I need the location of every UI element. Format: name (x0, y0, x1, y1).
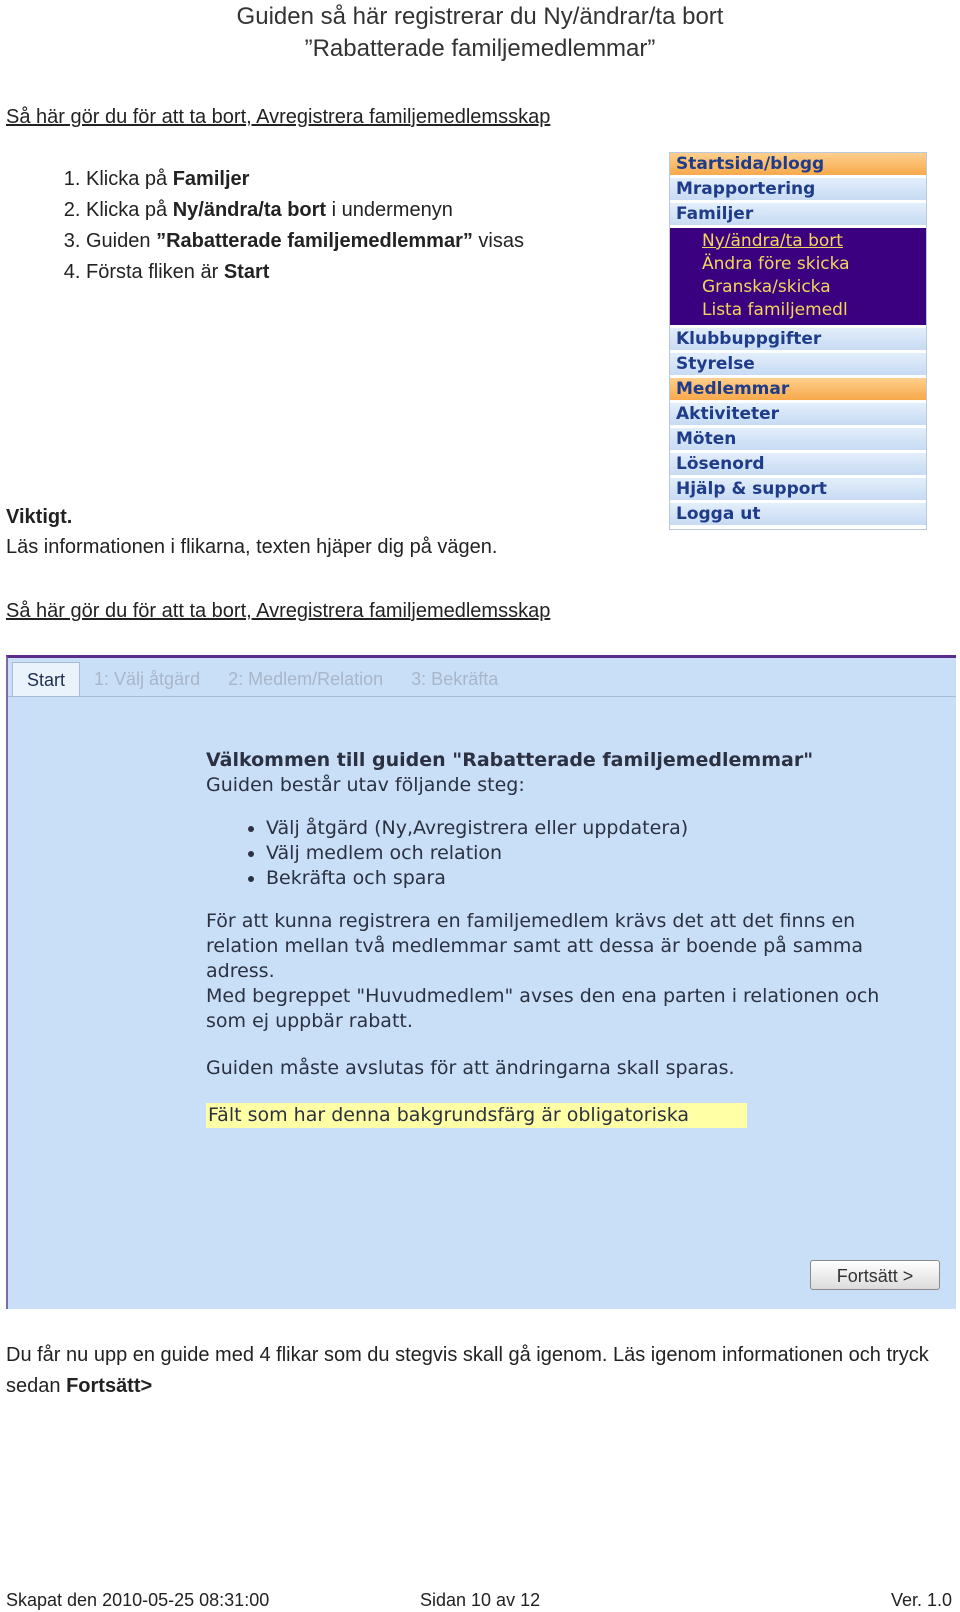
tab-bekrafta[interactable]: 3: Bekräfta (411, 669, 499, 689)
wizard-step: • Välj medlem och relation (266, 841, 906, 866)
continue-button[interactable]: Fortsätt > (810, 1260, 940, 1290)
wizard-paragraph-1: För att kunna registrera en familjemedlem krävs det att det finns en relation mellan två medlemmar samt att dessa är boende på samma adress. Med begreppet "Huvudmedlem" avses den ena parten i relationen och som ej uppbär rabatt. (206, 910, 880, 1032)
instruction-paragraph: Du får nu upp en guide med 4 flikar som du stegvis skall gå igenom. Läs igenom informationen och tryck sedan Fortsätt> (6, 1344, 929, 1397)
wizard-content (206, 748, 906, 1128)
step-item: 2. Klicka på Ny/ändra/ta bort i undermenyn (86, 195, 524, 226)
menu-item-logga-ut[interactable]: Logga ut (670, 503, 926, 525)
footer-created: Skapat den 2010-05-25 08:31:00 (6, 1590, 270, 1610)
footer-page-number: Sidan 10 av 12 (420, 1590, 541, 1610)
step-item: 3. Guiden ”Rabatterade familjemedlemmar” visas (86, 226, 524, 257)
info-text: Läs informationen i flikarna, texten hjäper dig på vägen. (6, 536, 498, 558)
menu-item-aktiviteter[interactable]: Aktiviteter (670, 403, 926, 425)
menu-item-moten[interactable]: Möten (670, 428, 926, 450)
menu-item-startsida[interactable]: Startsida/blogg (670, 153, 926, 175)
menu-item-medlemmar[interactable]: Medlemmar (670, 378, 926, 400)
document-title-line2: ”Rabatterade familjemedlemmar” (304, 35, 656, 62)
menu-item-klubbuppgifter[interactable]: Klubbuppgifter (670, 328, 926, 350)
submenu-item-andra-fore[interactable]: Ändra före skicka (702, 254, 850, 274)
submenu-item-lista[interactable]: Lista familjemedl (702, 300, 848, 320)
step-item: 4. Första fliken är Start (86, 257, 524, 288)
wizard-tabs (12, 662, 512, 696)
submenu-item-granska[interactable]: Granska/skicka (702, 277, 831, 297)
tab-valj-atgard[interactable]: 1: Välj åtgärd (94, 669, 201, 689)
section-heading-2: Så här gör du för att ta bort, Avregistrera familjemedlemsskap (6, 600, 551, 622)
wizard-paragraph-2: Guiden måste avslutas för att ändringarna skall sparas. (206, 1057, 735, 1079)
menu-item-mrapportering[interactable]: Mrapportering (670, 178, 926, 200)
menu-item-hjalp[interactable]: Hjälp & support (670, 478, 926, 500)
step-item: 1. Klicka på Familjer (86, 164, 524, 195)
wizard-panel (6, 655, 956, 1309)
wizard-step: • Bekräfta och spara (266, 866, 906, 891)
wizard-subtitle: Guiden består utav följande steg: (206, 774, 525, 796)
section-heading-1: Så här gör du för att ta bort, Avregistrera familjemedlemsskap (6, 106, 551, 128)
wizard-step: • Välj åtgärd (Ny,Avregistrera eller uppdatera) (266, 816, 906, 841)
menu-item-familjer[interactable]: Familjer (670, 203, 926, 225)
important-label: Viktigt. (6, 506, 73, 528)
menu-item-losenord[interactable]: Lösenord (670, 453, 926, 475)
document-title-line1: Guiden så här registrerar du Ny/ändrar/ta bort (236, 3, 724, 30)
wizard-title: Välkommen till guiden "Rabatterade familjemedlemmar" (206, 749, 814, 771)
menu-submenu-familjer (670, 228, 926, 325)
tab-medlem-relation[interactable]: 2: Medlem/Relation (228, 669, 384, 689)
footer-version: Ver. 1.0 (890, 1590, 952, 1610)
menu-item-styrelse[interactable]: Styrelse (670, 353, 926, 375)
tab-start[interactable]: Start (12, 662, 80, 696)
wizard-steps-list (206, 816, 906, 891)
site-menu (669, 152, 927, 530)
steps-list (40, 164, 524, 288)
required-field-note: Fält som har denna bakgrundsfärg är obligatoriska (206, 1103, 906, 1128)
submenu-item-ny-andra[interactable]: Ny/ändra/ta bort (702, 231, 843, 251)
tab-divider (8, 696, 956, 697)
